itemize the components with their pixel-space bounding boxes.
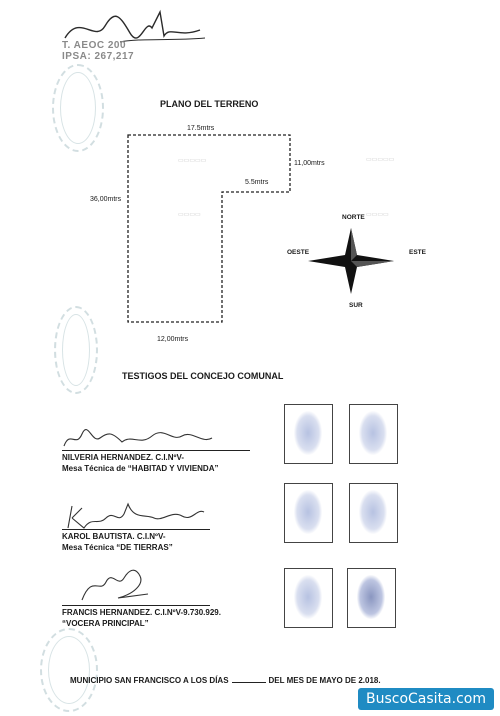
closing-text-end: DEL MES DE MAYO DE 2.018. [268,676,381,685]
fingerprint-icon [357,575,385,619]
closing-line [70,674,381,685]
fingerprint-icon [294,575,322,619]
signature-witness-2 [62,500,212,532]
fingerprint-box [284,568,333,628]
day-blank-field [232,674,266,683]
fingerprint-box [284,404,333,464]
witness-3-name: FRANCIS HERNANDEZ. C.I.NºV-9.730.929. [62,608,221,617]
witness-2-name: KAROL BAUTISTA. C.I.NºV- [62,532,166,541]
faint-mark-4: ▭▭▭▭ [366,212,389,218]
signature-witness-3 [78,564,158,604]
fingerprint-icon [359,490,387,534]
signature-line [62,605,210,606]
compass-north: NORTE [342,214,365,221]
witness-1-name: NILVERIA HERNANDEZ. C.I.NºV- [62,453,185,462]
dim-top: 17.5mtrs [187,125,215,132]
fingerprint-icon [294,490,322,534]
signature-line [62,450,250,451]
fingerprint-box [347,568,396,628]
compass-south: SUR [349,302,363,309]
witness-3-role: “VOCERA PRINCIPAL” [62,619,149,628]
compass-west: OESTE [287,249,310,256]
plan-title: PLANO DEL TERRENO [160,99,259,109]
fingerprint-icon [294,411,322,455]
dim-left: 36,00mtrs [90,196,122,203]
header-stamp-line1: T. AEOC 200 [62,40,127,51]
faint-mark-2: ▭▭▭▭▭ [366,157,395,163]
compass-east: ESTE [409,249,426,256]
faint-mark-1: ▭▭▭▭▭ [178,158,207,164]
faint-mark-3: ▭▭▭▭ [178,212,201,218]
watermark-logo: BuscoCasita.com [358,688,494,710]
fingerprint-icon [359,411,387,455]
witness-3 [62,605,221,629]
header-stamp-line2: IPSA: 267,217 [62,51,135,62]
signature-witness-1 [62,424,222,452]
dim-bottom: 12,00mtrs [157,336,189,343]
dim-inner: 5.5mtrs [245,179,269,186]
witnesses-title: TESTIGOS DEL CONCEJO COMUNAL [122,371,284,381]
witness-2 [62,529,210,553]
signature-line [62,529,210,530]
fingerprint-box [284,483,333,543]
witness-2-role: Mesa Técnica “DE TIERRAS” [62,543,173,552]
dim-right: 11,00mtrs [294,160,325,167]
compass-rose-icon [308,228,394,294]
fingerprint-box [349,483,398,543]
closing-text-start: MUNICIPIO SAN FRANCISCO A LOS DÍAS [70,676,229,685]
witness-1-role: Mesa Técnica de “HABITAD Y VIVIENDA” [62,464,219,473]
fingerprint-box [349,404,398,464]
witness-1 [62,450,250,474]
